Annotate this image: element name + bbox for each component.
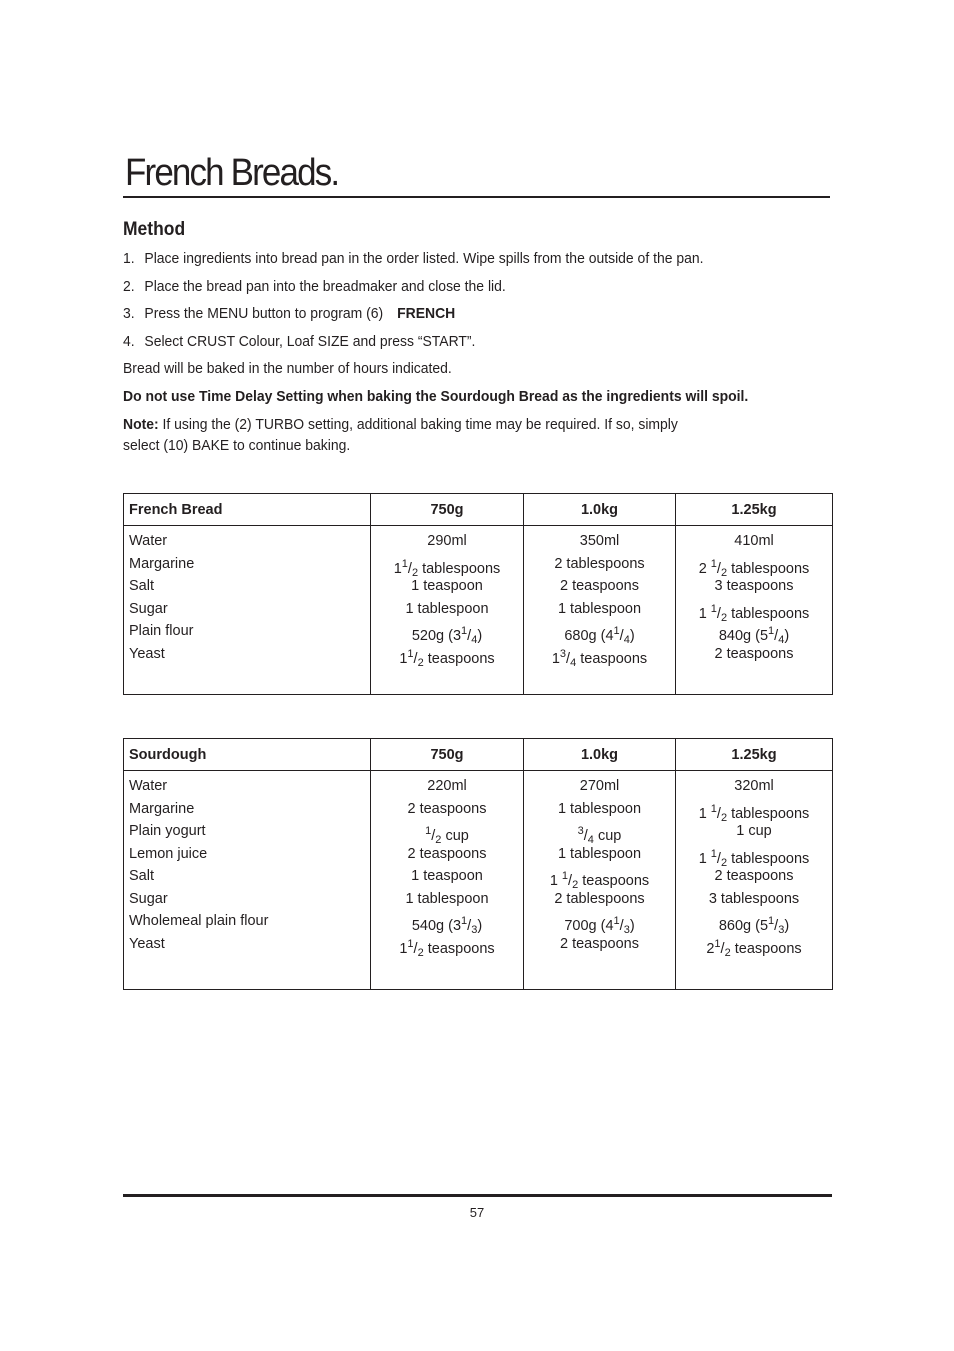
note-label: Note: xyxy=(123,416,159,433)
ingredient-name: Plain flour xyxy=(129,623,194,639)
quantity-value: 2 teaspoons xyxy=(714,868,794,884)
quantity-value: 1 teaspoon xyxy=(411,578,483,594)
quantity-value: 1 $^1/_2$ tablespoons xyxy=(698,802,810,824)
footer-divider xyxy=(123,1194,832,1197)
method-heading: Method xyxy=(123,219,186,240)
quantity-value: 220ml xyxy=(427,778,467,794)
ingredient-name: Lemon juice xyxy=(129,845,208,862)
quantity-column xyxy=(676,526,833,695)
quantity-value: 290ml xyxy=(427,533,467,549)
quantity-value: 410ml xyxy=(734,533,774,549)
quantity-value: 2 $^1/_2$ tablespoons xyxy=(698,557,810,579)
quantity-value: $1^1/_2$ teaspoons xyxy=(399,647,495,669)
table-header-row xyxy=(124,494,833,526)
quantity-value: 520g $(3^1/_4)$ xyxy=(411,625,483,646)
quantity-value: 2 tablespoons xyxy=(554,890,645,907)
step-2 xyxy=(123,276,703,304)
table-header-recipe: Sourdough xyxy=(124,739,371,771)
table-header-size: 1.25kg xyxy=(676,494,833,526)
quantity-value: 1 tablespoon xyxy=(405,600,489,617)
turbo-note xyxy=(123,414,700,456)
quantity-value: 1 cup xyxy=(736,823,772,839)
table-header-size: 750g xyxy=(371,494,524,526)
page-number: 57 xyxy=(469,1205,485,1220)
step-1 xyxy=(123,248,703,276)
step-4 xyxy=(123,331,703,359)
step-number: 4. xyxy=(123,332,135,350)
quantity-value: 700g $(4^1/_3)$ xyxy=(564,915,635,936)
ingredient-name: Sugar xyxy=(129,600,168,617)
quantity-value: 2 teaspoons xyxy=(714,645,794,662)
ingredient-name: Margarine xyxy=(129,800,195,817)
step-number: 1. xyxy=(123,250,135,267)
step-number: 2. xyxy=(123,277,135,295)
table-header-size: 1.0kg xyxy=(524,739,676,771)
step-text: Place ingredients into bread pan in the order listed. Wipe spills from the outside of the pan. xyxy=(144,250,704,267)
quantity-value: $2^1/_2$ teaspoons xyxy=(706,937,802,959)
note-text: If using the (2) TURBO setting, additional baking time may be required. If so, simply select (10) BAKE to continue baking. xyxy=(123,416,678,454)
ingredient-name: Yeast xyxy=(129,935,165,952)
page-title: French Breads. xyxy=(125,152,339,194)
table-header-row xyxy=(124,739,833,771)
quantity-value: 1 tablespoon xyxy=(557,600,642,617)
quantity-value: 2 teaspoons xyxy=(407,845,487,862)
ingredient-name: Water xyxy=(129,778,168,794)
table-header-size: 750g xyxy=(371,739,524,771)
quantity-value: 1 teaspoon xyxy=(411,868,483,884)
quantity-value: 2 teaspoons xyxy=(559,578,639,594)
quantity-value: 680g $(4^1/_4)$ xyxy=(564,625,635,646)
ingredient-name: Margarine xyxy=(129,555,195,572)
ingredient-name: Sugar xyxy=(129,890,168,907)
quantity-column xyxy=(371,771,524,990)
french-bread-table xyxy=(123,493,833,695)
quantity-value: 1 tablespoon xyxy=(557,845,642,862)
ingredient-name: Salt xyxy=(129,578,154,594)
step-number: 3. xyxy=(123,305,135,322)
quantity-column xyxy=(524,771,676,990)
quantity-value: 2 teaspoons xyxy=(559,935,639,952)
quantity-value: 1 $^1/_2$ tablespoons xyxy=(698,602,810,624)
ingredient-name: Plain yogurt xyxy=(129,823,206,839)
step-text: Press the MENU button to program (6) xyxy=(144,305,384,322)
step-text: Select CRUST Colour, Loaf SIZE and press “START”. xyxy=(144,332,476,350)
quantity-value: 2 teaspoons xyxy=(407,800,487,817)
quantity-value: 270ml xyxy=(579,778,620,794)
ingredient-column xyxy=(124,526,371,695)
table-header-recipe: French Bread xyxy=(124,494,371,526)
table-body-row xyxy=(124,526,833,695)
quantity-value: 3 teaspoons xyxy=(714,578,794,594)
quantity-value: 860g $(5^1/_3)$ xyxy=(718,915,790,936)
time-delay-warning: Do not use Time Delay Setting when baking the Sourdough Bread as the ingredients will spoil. xyxy=(123,388,749,405)
quantity-value: 3 tablespoons xyxy=(708,890,800,907)
ingredient-name: Wholemeal plain flour xyxy=(129,913,269,929)
ingredient-name: Water xyxy=(129,533,168,549)
quantity-value: $1^1/_2$ tablespoons xyxy=(393,557,501,579)
table-header-size: 1.25kg xyxy=(676,739,833,771)
quantity-value: 840g $(5^1/_4)$ xyxy=(718,625,790,646)
ingredient-name: Salt xyxy=(129,868,154,884)
quantity-value: $^3/_4$ cup xyxy=(577,825,622,846)
quantity-value: $1^1/_2$ teaspoons xyxy=(399,937,495,959)
quantity-value: 1 $^1/_2$ teaspoons xyxy=(549,870,650,891)
quantity-value: 320ml xyxy=(734,778,774,794)
quantity-column xyxy=(371,526,524,695)
quantity-value: 1 tablespoon xyxy=(405,890,489,907)
quantity-value: 540g $(3^1/_3)$ xyxy=(411,915,483,936)
ingredient-column xyxy=(124,771,371,990)
quantity-value: 2 tablespoons xyxy=(554,555,645,572)
sourdough-table xyxy=(123,738,833,990)
quantity-value: 350ml xyxy=(579,533,620,549)
quantity-column xyxy=(676,771,833,990)
quantity-value: 1 tablespoon xyxy=(557,800,642,817)
quantity-value: $^1/_2$ cup xyxy=(425,825,469,846)
method-steps xyxy=(123,248,703,358)
table-body-row xyxy=(124,771,833,990)
quantity-value: $1^3/_4$ teaspoons xyxy=(551,647,648,669)
quantity-column xyxy=(524,526,676,695)
step-text: Place the bread pan into the breadmaker and close the lid. xyxy=(144,277,506,295)
baked-note: Bread will be baked in the number of hours indicated. xyxy=(123,360,452,377)
ingredient-name: Yeast xyxy=(129,645,165,662)
title-divider xyxy=(123,196,830,198)
table-header-size: 1.0kg xyxy=(524,494,676,526)
step-3 xyxy=(123,303,703,331)
program-name: FRENCH xyxy=(397,305,456,322)
quantity-value: 1 $^1/_2$ tablespoons xyxy=(698,847,810,869)
